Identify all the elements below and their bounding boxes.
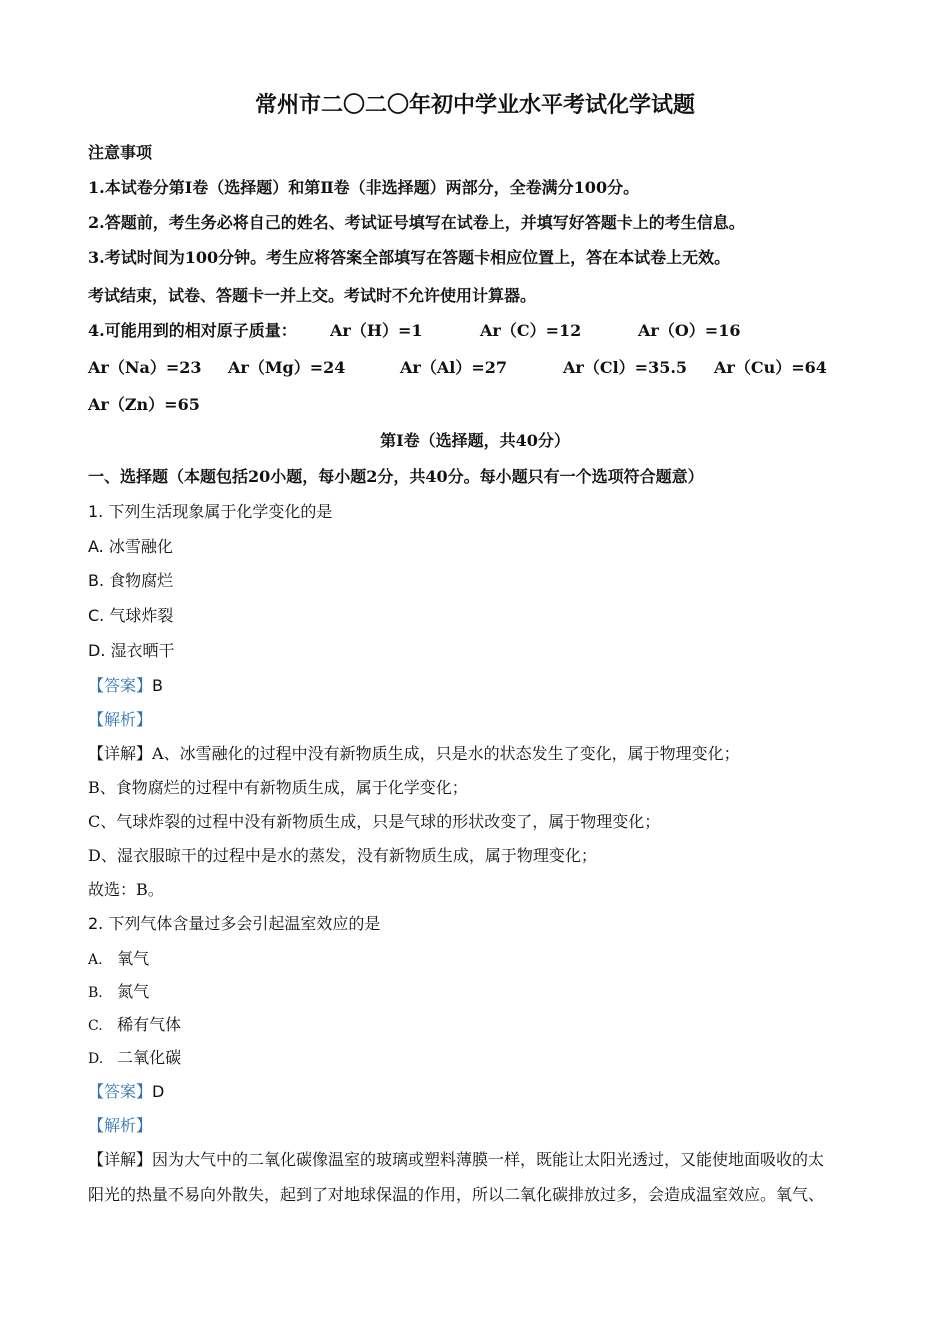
- option-text: 氧气: [117, 949, 150, 968]
- notice-item-4-lead: 4.可能用到的相对原子质量：: [88, 321, 297, 340]
- q2-option-d: [88, 1047, 181, 1070]
- option-text: 冰雪融化: [108, 537, 173, 556]
- q2-detail-line-1: [88, 1149, 824, 1171]
- option-text: 湿衣晒干: [110, 641, 175, 660]
- part-1-heading: 第Ⅰ卷（选择题，共40分）: [380, 431, 570, 450]
- q1-option-d: [88, 640, 175, 662]
- notice-item-2: 2.答题前，考生务必将自己的姓名、考试证号填写在试卷上，并填写好答题卡上的考生信息。: [88, 213, 745, 232]
- question-2: [88, 913, 380, 935]
- atomic-mass-mg: Ar（Mg）=24: [228, 358, 346, 377]
- notice-item-3-cont: 考试结束，试卷、答题卡一并上交。考试时不允许使用计算器。: [88, 286, 537, 305]
- option-letter: C.: [88, 1018, 103, 1034]
- q1-option-a: [88, 536, 173, 558]
- option-letter: D.: [88, 641, 106, 660]
- option-text: 二氧化碳: [117, 1048, 182, 1067]
- q1-detail-line-1: [88, 743, 740, 765]
- answer-value: D: [152, 1082, 165, 1101]
- option-letter: B.: [88, 985, 103, 1001]
- atomic-mass-cl: Ar（Cl）=35.5: [563, 358, 688, 377]
- q2-analysis-label: 【解析】: [88, 1116, 153, 1135]
- notice-item-3: 3.考试时间为100分钟。考生应将答案全部填写在答题卡相应位置上，答在本试卷上无效。: [88, 248, 731, 267]
- q1-conclusion: 故选：B。: [88, 880, 164, 899]
- option-text: 食物腐烂: [109, 571, 174, 590]
- q2-detail-line-2: 阳光的热量不易向外散失，起到了对地球保温的作用，所以二氧化碳排放过多，会造成温室效应。氧气、: [88, 1185, 825, 1204]
- question-number: 1.: [88, 502, 104, 521]
- q1-detail-line-4: D、湿衣服晾干的过程中是水的蒸发，没有新物质生成，属于物理变化；: [88, 846, 597, 865]
- answer-label: 【答案】: [88, 676, 153, 695]
- option-letter: A.: [88, 952, 103, 968]
- q1-answer: [88, 675, 163, 697]
- atomic-mass-cu: Ar（Cu）=64: [714, 358, 827, 377]
- question-number: 2.: [88, 914, 104, 933]
- option-letter: D.: [88, 1051, 104, 1067]
- question-stem: 下列生活现象属于化学变化的是: [108, 502, 333, 521]
- answer-label: 【答案】: [88, 1082, 153, 1101]
- q1-detail-line-3: C、气球炸裂的过程中没有新物质生成，只是气球的形状改变了，属于物理变化；: [88, 812, 661, 831]
- option-text: 氮气: [117, 982, 150, 1001]
- notice-heading: 注意事项: [88, 143, 153, 162]
- detail-label: 【详解】: [88, 1150, 153, 1169]
- q1-analysis-label: 【解析】: [88, 710, 153, 729]
- option-letter: B.: [88, 571, 105, 590]
- option-text: 气球炸裂: [109, 606, 174, 625]
- q1-option-b: [88, 570, 173, 592]
- atomic-mass-o: Ar（O）=16: [638, 321, 741, 340]
- question-1: [88, 501, 332, 523]
- option-letter: C.: [88, 606, 105, 625]
- q2-option-a: [88, 948, 149, 971]
- answer-value: B: [152, 676, 163, 695]
- q1-detail-line-2: B、食物腐烂的过程中有新物质生成，属于化学变化；: [88, 778, 468, 797]
- exam-title: 常州市二〇二〇年初中学业水平考试化学试题: [254, 92, 695, 118]
- atomic-mass-c: Ar（C）=12: [480, 321, 582, 340]
- atomic-mass-al: Ar（Al）=27: [400, 358, 508, 377]
- detail-text: A、冰雪融化的过程中没有新物质生成，只是水的状态发生了变化，属于物理变化；: [152, 744, 740, 763]
- q2-option-c: [88, 1014, 181, 1037]
- q2-option-b: [88, 981, 149, 1004]
- q1-option-c: [88, 605, 173, 627]
- q2-answer: [88, 1081, 164, 1103]
- notice-item-1: 1.本试卷分第Ⅰ卷（选择题）和第Ⅱ卷（非选择题）两部分，全卷满分100分。: [88, 178, 640, 197]
- section-1-heading: 一、选择题（本题包括20小题，每小题2分，共40分。每小题只有一个选项符合题意）: [88, 467, 704, 486]
- option-letter: A.: [88, 537, 104, 556]
- question-stem: 下列气体含量过多会引起温室效应的是: [108, 914, 381, 933]
- detail-label: 【详解】: [88, 744, 153, 763]
- detail-text: 因为大气中的二氧化碳像温室的玻璃或塑料薄膜一样，既能让太阳光透过，又能使地面吸收的太: [152, 1150, 825, 1169]
- atomic-mass-zn: Ar（Zn）=65: [88, 395, 200, 414]
- atomic-mass-h: Ar（H）=1: [330, 321, 423, 340]
- option-text: 稀有气体: [117, 1015, 182, 1034]
- atomic-mass-na: Ar（Na）=23: [88, 358, 202, 377]
